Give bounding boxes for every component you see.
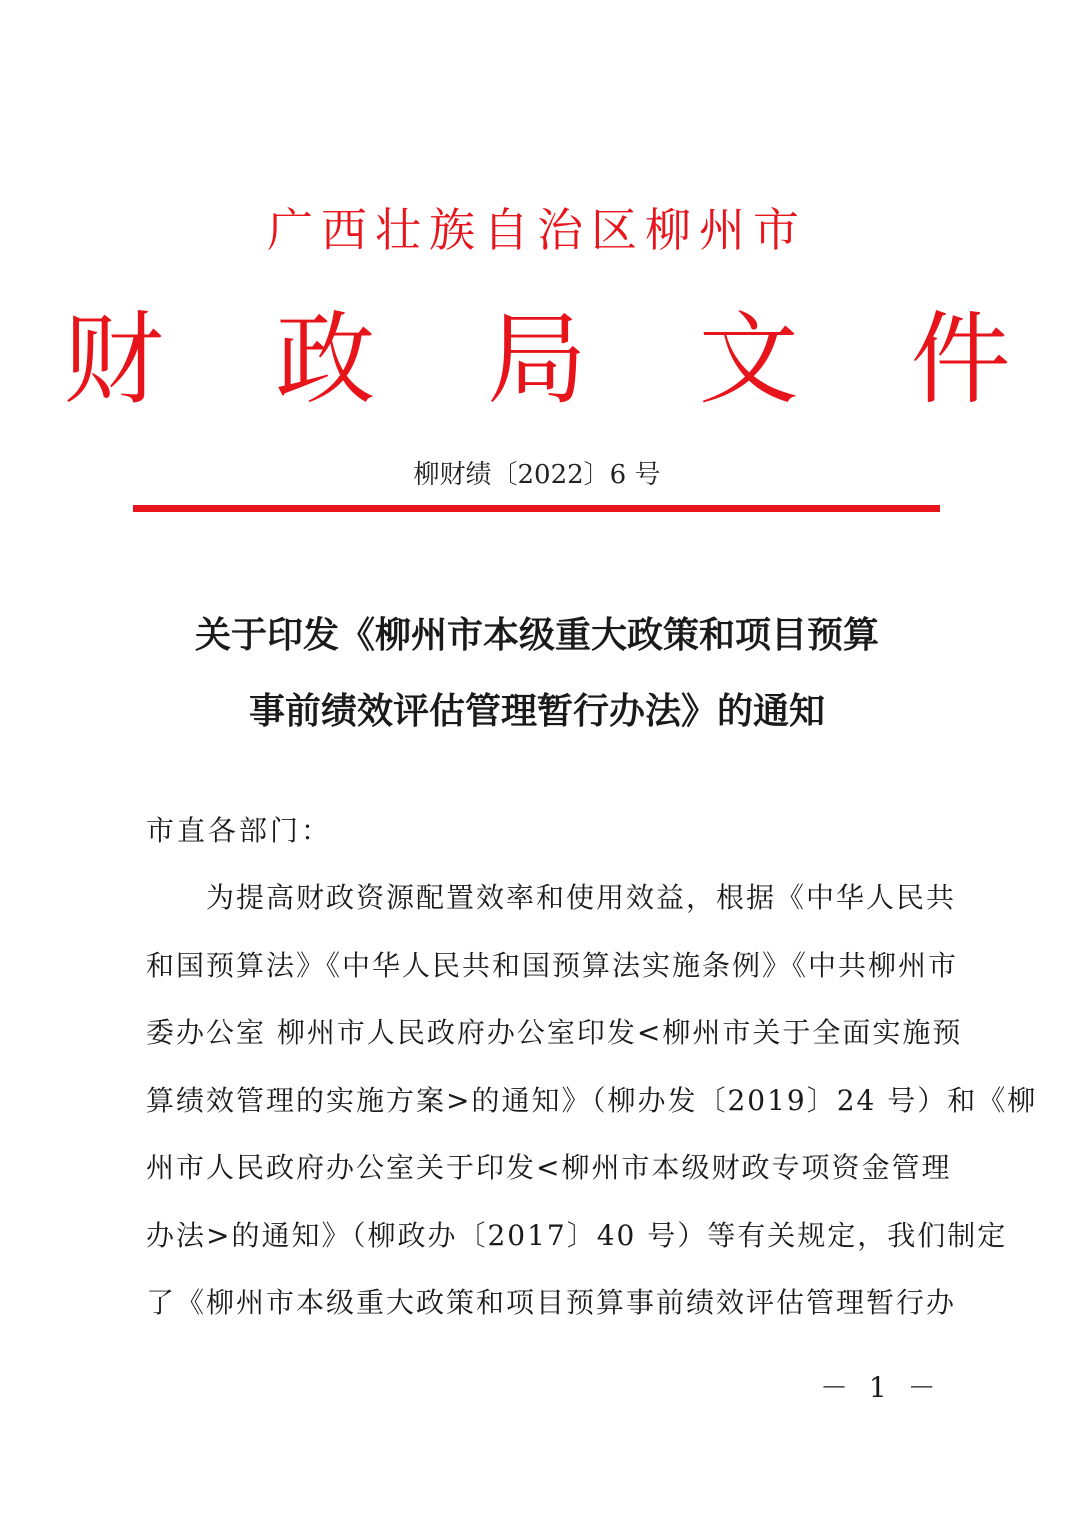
body-paragraph	[146, 864, 1038, 1337]
body-line: 和国预算法》《中华人民共和国预算法实施条例》《中共柳州市	[146, 948, 959, 982]
red-divider-line	[133, 505, 940, 512]
body-line: 办法>的通知》（柳政办〔2017〕40 号）等有关规定，我们制定	[146, 1218, 1008, 1252]
document-masthead: 财 政 局 文 件	[63, 301, 1051, 418]
body-line: 委办公室 柳州市人民政府办公室印发<柳州市关于全面实施预	[146, 1016, 963, 1049]
body-line: 了《柳州市本级重大政策和项目预算事前绩效评估管理暂行办	[146, 1286, 957, 1319]
document-number: 柳财绩〔2022〕6 号	[413, 460, 661, 490]
body-line: 为提高财政资源配置效率和使用效益，根据《中华人民共	[146, 881, 957, 914]
issuing-authority: 广西壮族自治区柳州市	[267, 203, 807, 257]
notice-title	[0, 598, 1074, 750]
notice-title-line-1: 关于印发《柳州市本级重大政策和项目预算	[194, 615, 879, 656]
body-line: 算绩效管理的实施方案>的通知》（柳办发〔2019〕24 号）和《柳	[146, 1083, 1038, 1117]
page-number: － 1 －	[820, 1371, 942, 1404]
body-line: 州市人民政府办公室关于印发<柳州市本级财政专项资金管理	[146, 1151, 952, 1184]
salutation: 市直各部门：	[146, 814, 333, 847]
notice-title-line-2: 事前绩效评估管理暂行办法》的通知	[248, 691, 825, 732]
